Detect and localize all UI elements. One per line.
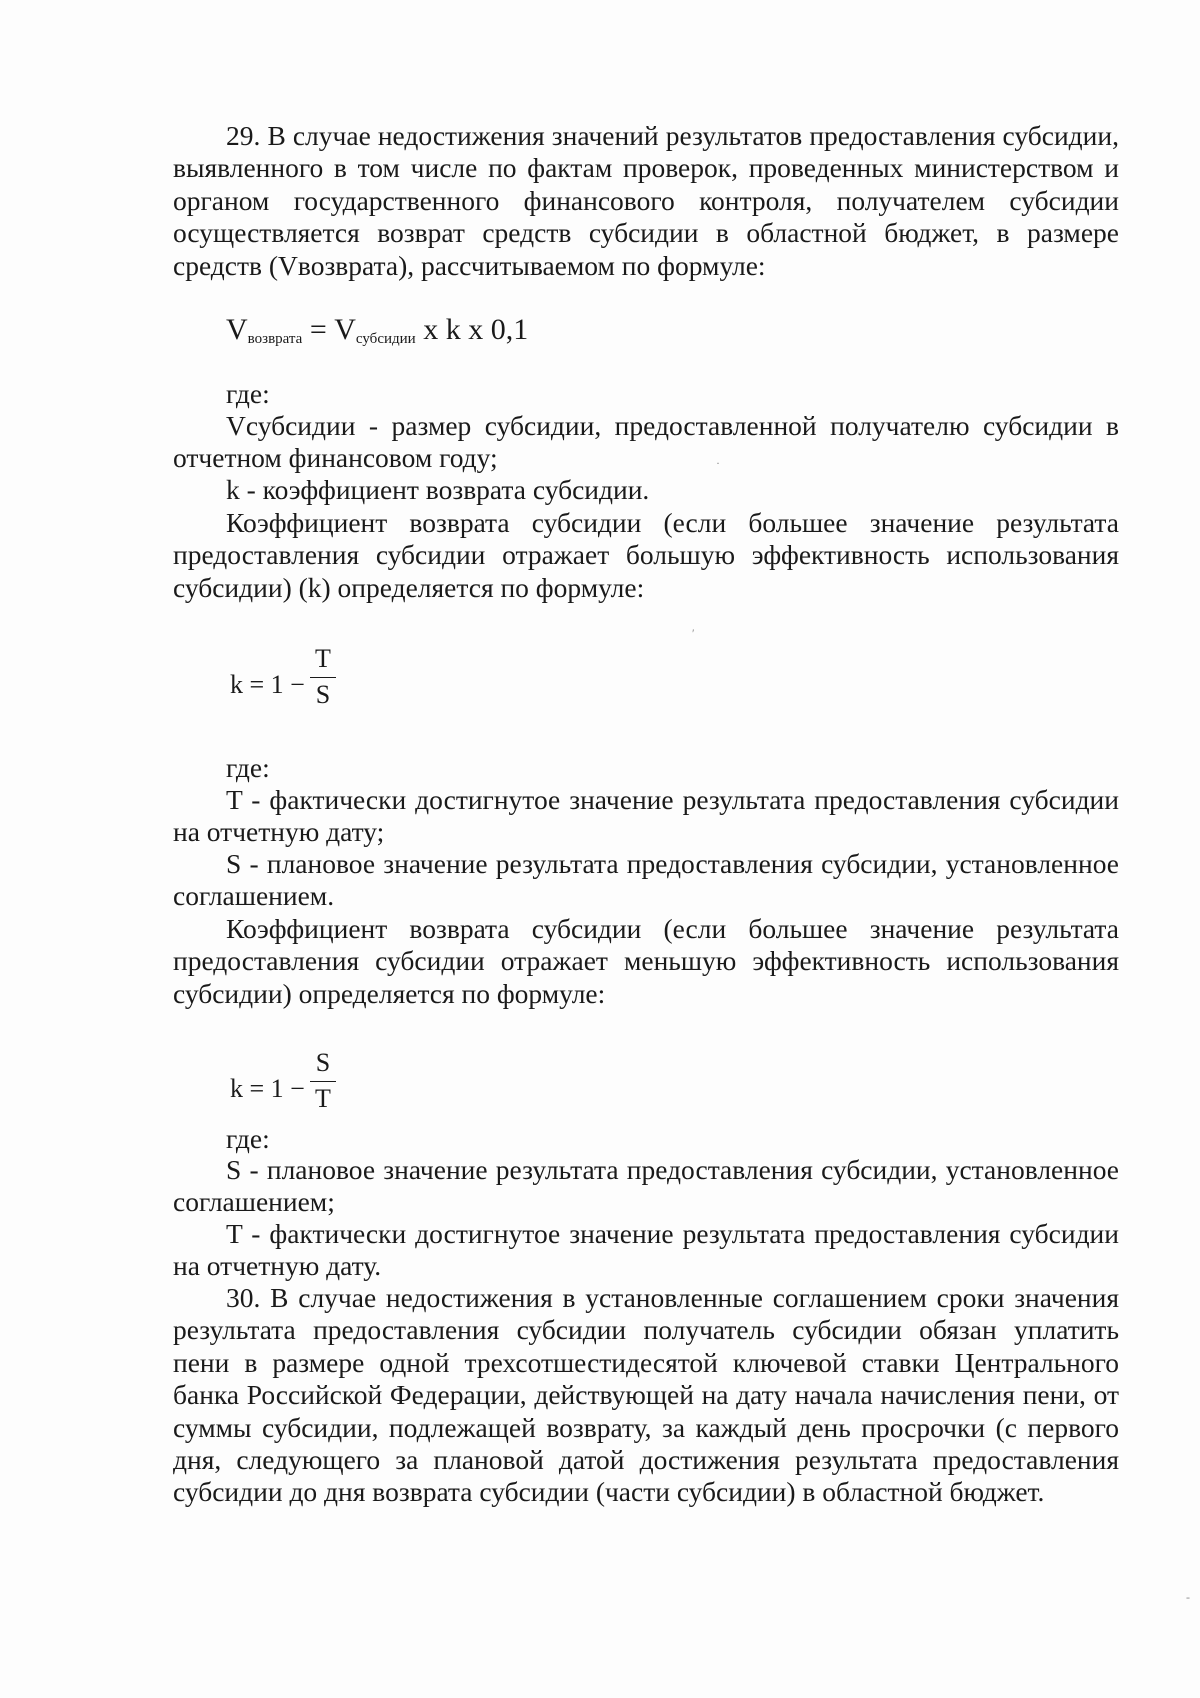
- scan-speck: ·: [716, 456, 720, 470]
- definition-t-1: T - фактически достигнутое значение результата предоставления субсидии на отчетную дату;: [173, 784, 1119, 848]
- formula-k-lhs: k = 1 −: [230, 1074, 305, 1103]
- formula-k-lhs: k = 1 −: [230, 670, 305, 699]
- paragraph-coefficient-more-efficiency: Коэффициент возврата субсидии (если большее значение результата предоставления субсидии отражает большую эффективность использования субсидии) (k) определяется по формуле:: [173, 507, 1119, 603]
- paragraph-30: 30. В случае недостижения в установленные соглашением сроки значения результата предоставления субсидии получатель субсидии обязан уплатить пени в размере одной трехсотшестидесятой ключевой ставки Центрального банка Российской Федерации, действующей на дату начала начисления пени, от суммы субсидии, подлежащей возврату, за каждый день просрочки (с первого дня, следующего за плановой датой достижения результата предоставления субсидии до дня возврата субсидии (части субсидии) в областной бюджет.: [173, 1282, 1119, 1508]
- fraction: [310, 1048, 336, 1114]
- paragraph-coefficient-less-efficiency: Коэффициент возврата субсидии (если большее значение результата предоставления субсидии отражает меньшую эффективность использования субсидии) определяется по формуле:: [173, 913, 1119, 1009]
- definition-t-2: T - фактически достигнутое значение результата предоставления субсидии на отчетную дату.: [173, 1218, 1119, 1282]
- where-label-3: где:: [226, 1123, 270, 1154]
- formula-rest: x k x 0,1: [415, 313, 529, 346]
- formula-k-s-over-t: [230, 1048, 370, 1128]
- formula-sub-return: возврата: [247, 331, 303, 347]
- formula-k-t-over-s: [230, 644, 370, 724]
- fraction-numerator: T: [315, 644, 331, 673]
- definition-s-2: S - плановое значение результата предоставления субсидии, установленное соглашением;: [173, 1154, 1119, 1218]
- fraction-numerator: S: [315, 1048, 331, 1077]
- fraction-bar: [310, 1081, 336, 1082]
- where-label-2: где:: [226, 752, 270, 783]
- fraction-bar: [310, 677, 336, 678]
- fraction-denominator: S: [315, 680, 331, 709]
- fraction-denominator: T: [315, 1084, 331, 1113]
- definition-vsubsidy: Vсубсидии - размер субсидии, предоставленной получателю субсидии в отчетном финансовом году;: [173, 410, 1119, 474]
- definition-k: k - коэффициент возврата субсидии.: [226, 474, 650, 505]
- formula-v: V: [226, 313, 248, 346]
- formula-refund-amount: [226, 310, 528, 359]
- where-label-1: где:: [226, 378, 270, 409]
- paragraph-29: 29. В случае недостижения значений результатов предоставления субсидии, выявленного в том числе по фактам проверок, проведенных министерством и органом государственного финансового контроля, получателем субсидии осуществляется возврат средств субсидии в областной бюджет, в размере средств (Vвозврата), рассчитываемом по формуле:: [173, 120, 1119, 281]
- formula-eq: = V: [302, 313, 356, 346]
- formula-sub-subsidy: субсидии: [355, 331, 416, 347]
- scan-speck: ′: [692, 626, 695, 640]
- scan-speck: -: [1186, 1590, 1190, 1604]
- fraction: [310, 644, 336, 710]
- definition-s-1: S - плановое значение результата предоставления субсидии, установленное соглашением.: [173, 848, 1119, 912]
